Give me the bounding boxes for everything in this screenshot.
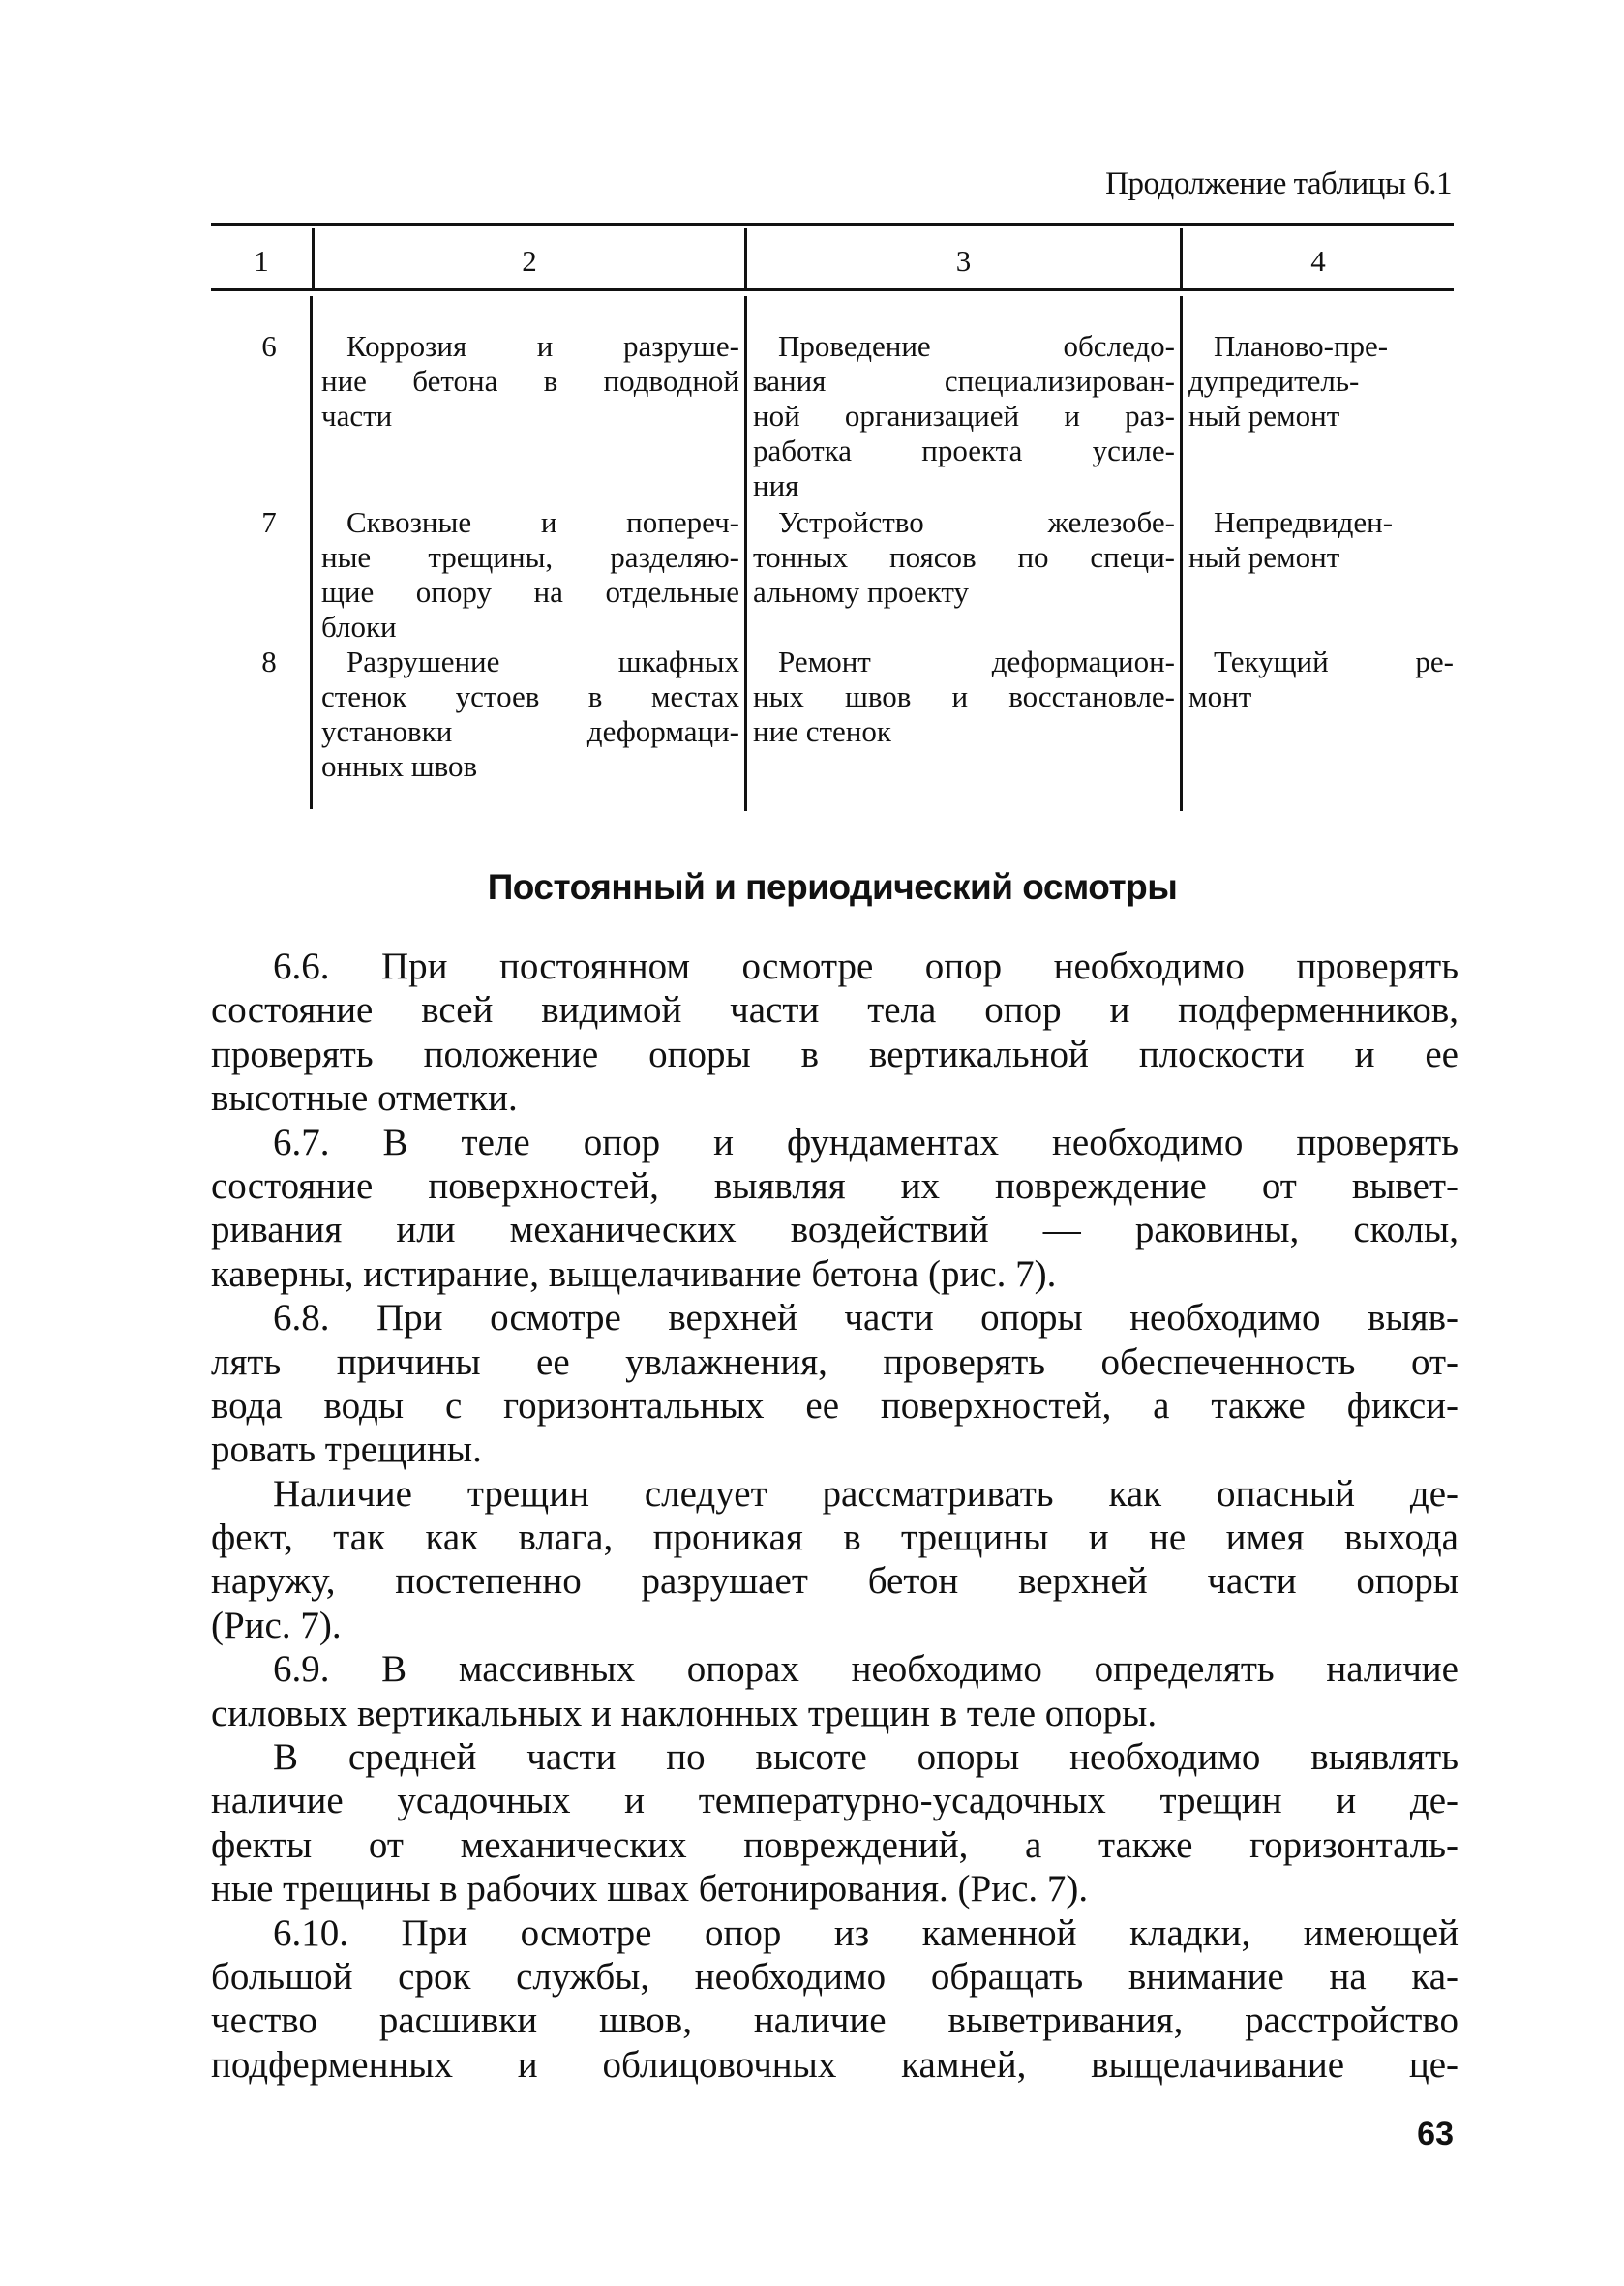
column-header-2: 2 xyxy=(522,244,537,278)
table-cell xyxy=(753,329,1175,503)
cell-line: ние стенок xyxy=(753,714,891,748)
text-line: лять причины ее увлажнения, проверять обеспеченность от- xyxy=(211,1340,1459,1383)
text-line: высотные отметки. xyxy=(211,1077,518,1120)
paragraph xyxy=(211,945,1459,1121)
text-line: Наличие трещин следует рассматривать как опасный де- xyxy=(273,1472,1459,1515)
cell-line: онных швов xyxy=(321,749,478,783)
paragraph xyxy=(211,1472,1459,1648)
cell-line: тонных поясов по специ- xyxy=(753,540,1175,574)
row-number: 7 xyxy=(261,505,277,539)
cell-line: ние бетона в подводной xyxy=(321,364,739,398)
cell-line: Планово-пре- xyxy=(1214,329,1389,363)
cell-line: работка проекта усиле- xyxy=(753,434,1175,467)
cell-line: ный ремонт xyxy=(1188,399,1340,433)
text-line: наличие усадочных и температурно-усадочных трещин и де- xyxy=(211,1780,1459,1822)
row-number: 6 xyxy=(261,329,277,363)
cell-line: ные трещины, разделяю- xyxy=(321,540,739,574)
text-line: 6.9. В массивных опорах необходимо определять наличие xyxy=(273,1648,1459,1691)
text-line: наружу, постепенно разрушает бетон верхней части опоры xyxy=(211,1560,1459,1603)
cell-line: стенок устоев в местах xyxy=(321,679,739,713)
text-line: чество расшивки швов, наличие выветривания, расстройство xyxy=(211,2000,1459,2042)
cell-line: Текущий ре- xyxy=(1214,645,1454,678)
cell-line: альному проекту xyxy=(753,575,970,609)
cell-line: вания специализирован- xyxy=(753,364,1175,398)
cell-line: ной организацией и раз- xyxy=(753,399,1175,433)
text-line: ные трещины в рабочих швах бетонирования. (Рис. 7). xyxy=(211,1868,1089,1910)
table-cell xyxy=(1188,645,1454,714)
cell-line: установки деформаци- xyxy=(321,714,739,748)
cell-line: части xyxy=(321,399,393,433)
body-text xyxy=(211,945,1459,2087)
cell-line: монт xyxy=(1188,679,1252,713)
text-line: (Рис. 7). xyxy=(211,1604,342,1646)
paragraph xyxy=(211,1735,1459,1911)
cell-line: ный ремонт xyxy=(1188,540,1340,574)
table-cell xyxy=(321,329,739,434)
text-line: 6.8. При осмотре верхней части опоры необходимо выяв- xyxy=(273,1297,1459,1339)
cell-line: Непредвиден- xyxy=(1214,505,1394,539)
text-line: каверны, истирание, выщелачивание бетона (рис. 7). xyxy=(211,1252,1057,1295)
column-header-1: 1 xyxy=(254,244,269,278)
column-divider xyxy=(1180,296,1183,811)
cell-line: Разрушение шкафных xyxy=(346,645,739,678)
text-line: ривания или механических воздействий — раковины, сколы, xyxy=(211,1209,1459,1251)
table-cell xyxy=(1188,329,1454,434)
table-cell xyxy=(753,645,1175,749)
cell-line: дупредитель- xyxy=(1188,364,1360,398)
column-divider xyxy=(310,296,313,809)
text-line: В средней части по высоте опоры необходимо выявлять xyxy=(273,1736,1459,1779)
cell-line: Коррозия и разруше- xyxy=(346,329,739,363)
text-line: 6.7. В теле опор и фундаментах необходимо проверять xyxy=(273,1121,1459,1163)
table-header-rule xyxy=(211,288,1454,291)
paragraph xyxy=(211,1121,1459,1297)
row-number: 8 xyxy=(261,645,277,678)
paragraph xyxy=(211,1296,1459,1472)
text-line: фекты от механических повреждений, а также горизонталь- xyxy=(211,1823,1459,1866)
table-continuation-title: Продолжение таблицы 6.1 xyxy=(1105,166,1452,201)
table-cell xyxy=(321,645,739,784)
column-header-3: 3 xyxy=(955,244,972,278)
text-line: состояние всей видимой части тела опор и подферменников, xyxy=(211,989,1459,1032)
text-line: 6.10. При осмотре опор из каменной кладки, имеющей xyxy=(273,1911,1459,1954)
cell-line: Сквозные и попереч- xyxy=(346,505,739,539)
section-heading: Постоянный и периодический осмотры xyxy=(487,867,1178,907)
cell-line: ных швов и восстановле- xyxy=(753,679,1175,713)
paragraph xyxy=(211,1911,1459,2088)
cell-line: ния xyxy=(753,468,799,502)
page-number: 63 xyxy=(1417,2116,1454,2152)
cell-line: Ремонт деформацион- xyxy=(778,645,1175,678)
table-cell xyxy=(753,505,1175,610)
text-line: состояние поверхностей, выявляя их повреждение от вывет- xyxy=(211,1164,1459,1207)
text-line: силовых вертикальных и наклонных трещин в теле опоры. xyxy=(211,1692,1158,1734)
table-top-rule xyxy=(211,223,1454,226)
text-line: 6.6. При постоянном осмотре опор необходимо проверять xyxy=(273,946,1459,987)
text-line: фект, так как влага, проникая в трещины и не имея выхода xyxy=(211,1517,1459,1559)
cell-line: щие опору на отдельные xyxy=(321,575,739,609)
column-header-4: 4 xyxy=(1310,244,1326,278)
text-line: вода воды с горизонтальных ее поверхностей, а также фикси- xyxy=(211,1384,1459,1427)
text-line: ровать трещины. xyxy=(211,1429,482,1471)
text-line: большой срок службы, необходимо обращать внимание на ка- xyxy=(211,1955,1459,1998)
text-line: подферменных и облицовочных камней, выщелачивание це- xyxy=(211,2043,1459,2086)
table-cell xyxy=(321,505,739,645)
text-line: проверять положение опоры в вертикальной плоскости и ее xyxy=(211,1033,1459,1075)
table-cell xyxy=(1188,505,1454,575)
cell-line: Устройство железобе- xyxy=(778,505,1175,539)
paragraph xyxy=(211,1647,1459,1735)
column-divider xyxy=(744,296,747,811)
cell-line: Проведение обследо- xyxy=(778,329,1175,363)
cell-line: блоки xyxy=(321,610,397,644)
